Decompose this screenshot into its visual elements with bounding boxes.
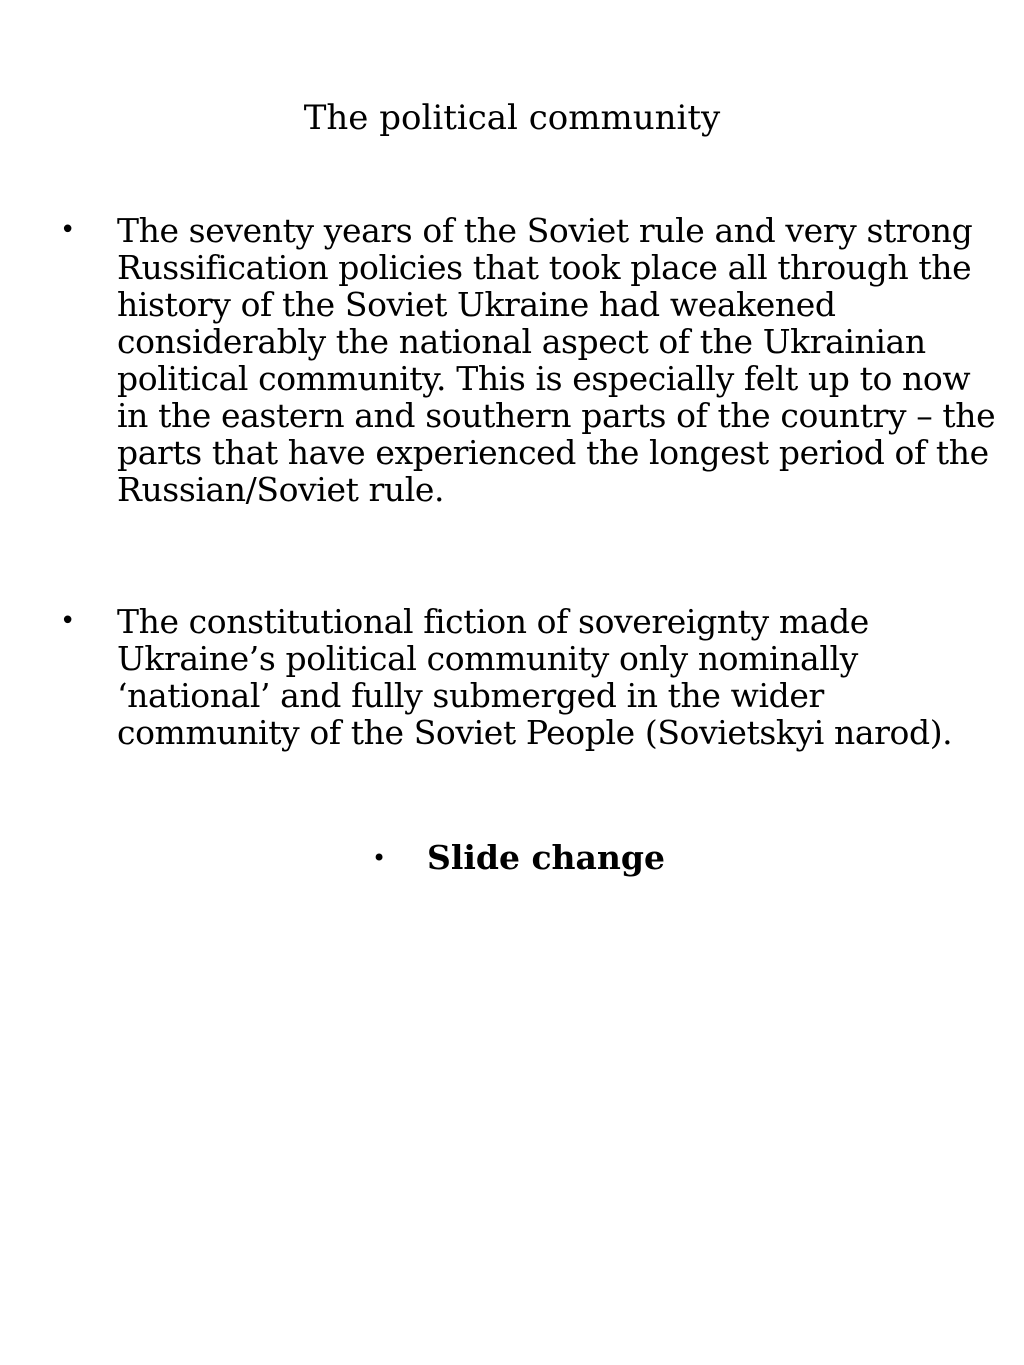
slide-change-item xyxy=(372,836,772,880)
bullet-icon: • xyxy=(60,215,76,245)
bullet-text: The seventy years of the Soviet rule and very strong Russification policies that took place all through the history of the Soviet Ukraine had weakened considerably the national aspect of the Ukrainian political community. This is especially felt up to now in the eastern and southern parts of the country – the parts that have experienced the longest period of the Russian/Soviet rule. xyxy=(117,211,996,509)
page-title: The political community xyxy=(303,98,721,138)
bullet-icon: • xyxy=(60,606,76,636)
bullet-text: The constitutional fiction of sovereignty made Ukraine’s political community only nominally ‘national’ and fully submerged in the wider community of the Soviet People (Sovietskyi narod). xyxy=(117,602,953,752)
bullet-icon: • xyxy=(372,844,387,872)
slide-change-label: Slide change xyxy=(427,838,665,877)
